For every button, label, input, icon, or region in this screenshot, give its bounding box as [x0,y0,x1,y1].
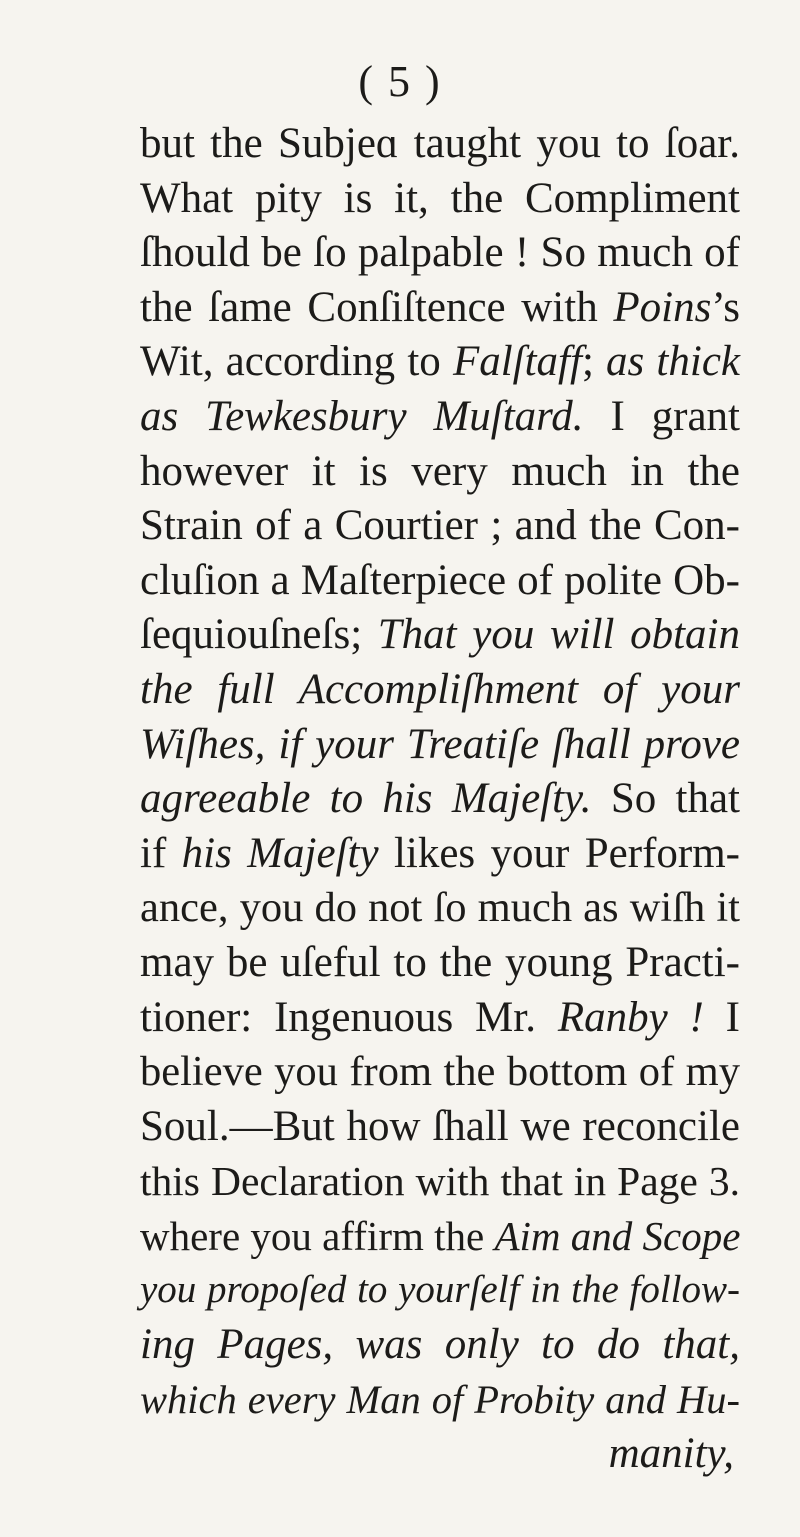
text-line [140,772,740,827]
roman-segment: ſhould be ſo palpable ! So much of [140,229,740,277]
text-line [140,1263,740,1318]
text-line [140,117,740,172]
roman-segment: Wit, according to [140,338,453,386]
roman-segment: but the Subjeɑ taught you to ſoar. [140,120,740,167]
text-line [140,445,740,500]
roman-segment: tioner: Ingenuous Mr. [140,993,558,1041]
roman-segment: ; [581,338,607,386]
text-line [140,1154,740,1209]
italic-segment: ing Pages, was only to do that, [140,1321,740,1369]
roman-segment: the ſame Conſiſtence with [140,283,614,331]
text-line [140,827,740,882]
roman-segment: Soul.—But how ſhall we reconcile [140,1102,740,1150]
italic-segment: his Majeſty [181,829,379,877]
text-line [140,608,740,663]
text-line [140,1209,740,1264]
roman-segment: I [703,993,740,1041]
text-line [140,718,740,773]
italic-segment: Poins [613,283,712,331]
roman-segment: I grant [583,392,740,440]
roman-segment: ſequiouſneſs; [140,611,378,659]
roman-segment: where you affirm the [140,1212,495,1259]
text-line [140,554,740,609]
italic-segment: agreeable to his Majeſty. [140,775,592,823]
italic-segment: the full Accompliſhment of your [140,665,740,713]
text-line [140,172,740,227]
text-line [140,663,740,718]
roman-segment: this Declaration with that in Page 3. [140,1158,740,1205]
text-line [140,281,740,336]
text-line [140,1045,740,1100]
text-line [140,1373,740,1428]
roman-segment: ance, you do not ſo much as wiſh it [140,884,740,932]
italic-segment: Falſtaff [452,338,582,386]
roman-segment: Strain of a Courtier ; and the Con- [140,502,740,550]
italic-segment: That you will obtain [377,611,740,659]
text-line [140,226,740,281]
roman-segment: likes your Perform- [378,829,740,877]
italic-segment: Aim and Scope [494,1212,741,1259]
roman-segment: What pity is it, the Compliment [140,174,740,222]
text-line [140,1318,740,1373]
italic-segment: as thick [606,338,740,386]
text-lines [140,117,740,1427]
text-line [140,881,740,936]
roman-segment: cluſion a Maſterpiece of polite Ob- [140,556,740,604]
italic-segment: Ranby ! [557,993,704,1041]
roman-segment: if [140,829,182,877]
roman-segment: ’s [711,283,740,331]
italic-segment: which every Man of Probity and Hu- [140,1376,740,1422]
roman-segment: however it is very much in the [140,447,740,495]
text-line [140,991,740,1046]
roman-segment: believe you from the bottom of my [140,1048,740,1096]
text-line [140,390,740,445]
italic-segment: as Tewkesbury Muſtard. [140,392,584,440]
text-line [140,335,740,390]
text-line [140,499,740,554]
italic-segment: you propoſed to yourſelf in the follow- [140,1268,740,1312]
roman-segment: So that [591,775,740,823]
text-line [140,1100,740,1155]
page-number: ( 5 ) [358,57,442,106]
catchword: manity, [608,1430,734,1478]
text-line [140,936,740,991]
body-text [140,117,740,1482]
roman-segment: may be uſeful to the young Practi- [140,938,740,986]
italic-segment: Wiſhes, if your Treatiſe ſhall prove [140,720,740,768]
